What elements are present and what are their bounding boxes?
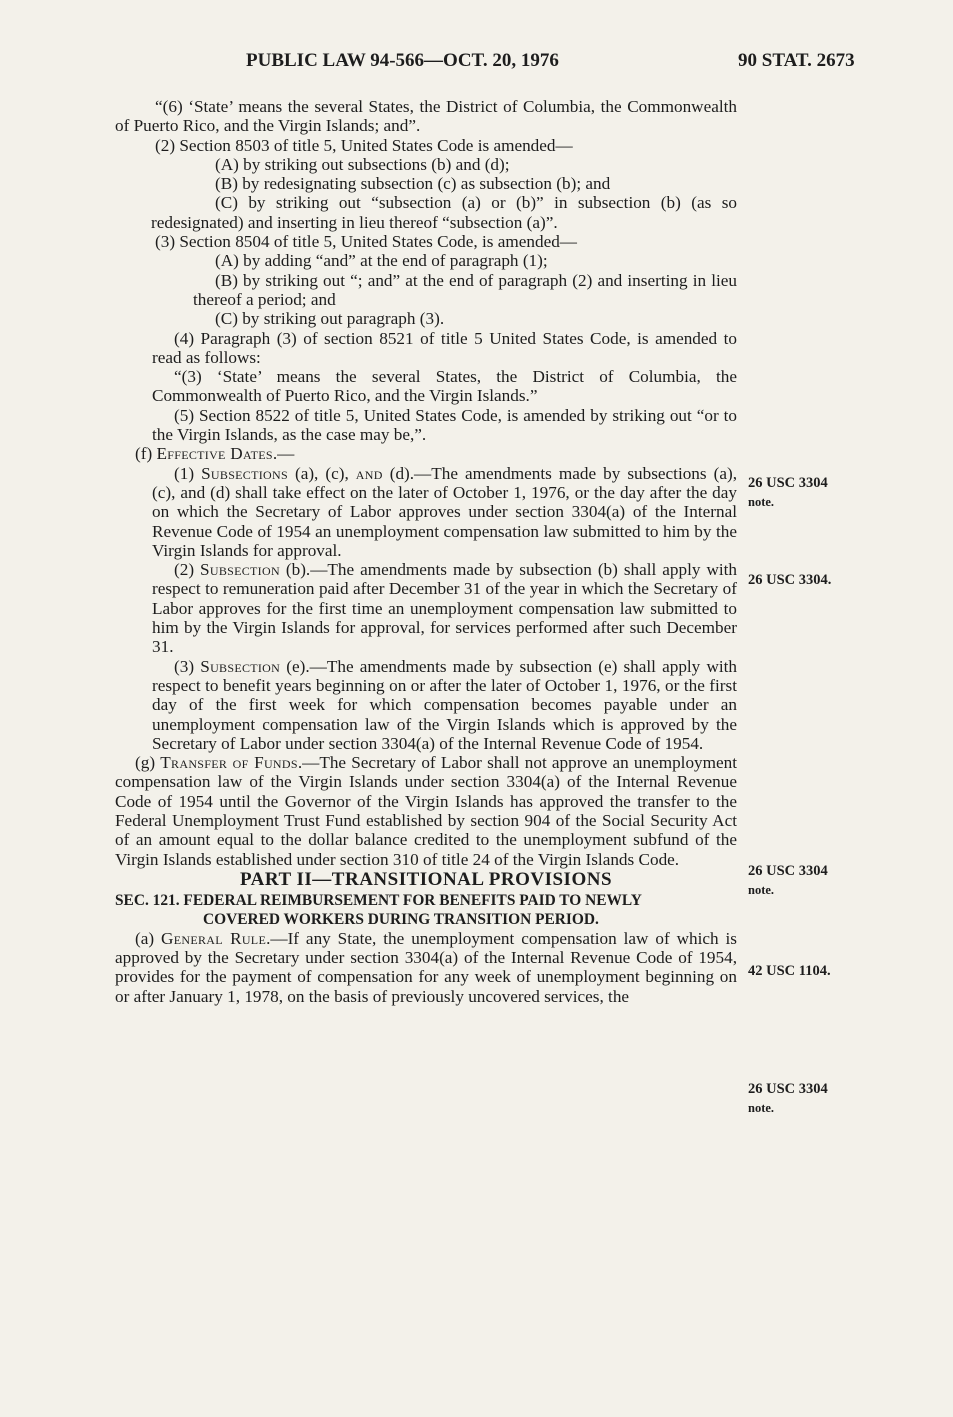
- subsection-f1-text: (d).—The amendments made by subsections (a), (c), and (d) shall take effect on the later of October 1, 1976, or the day after the day on which the Secretary of Labor approves under section 3304(a) of the Internal Revenue Code of 1954 an unemployment compensation law submitted to him by the Virgin Islands for approval.: [152, 463, 737, 560]
- law-citation: PUBLIC LAW 94-566—OCT. 20, 1976: [246, 50, 559, 71]
- margin-note-5-citation: 26 USC 3304: [748, 1081, 828, 1097]
- stat-page-number: 90 STAT. 2673: [738, 50, 855, 71]
- section-121-line1: SEC. 121. FEDERAL REIMBURSEMENT FOR BENEFITS PAID TO NEWLY: [115, 891, 642, 909]
- subsection-g-number: (g): [135, 753, 161, 773]
- subsection-f-title: Effective Dates: [156, 444, 273, 464]
- subsection-f1-number: (1): [174, 463, 202, 483]
- paragraph-2b: (B) by redesignating subsection (c) as subsection (b); and: [215, 174, 611, 194]
- subsection-f-number: (f): [135, 444, 157, 464]
- margin-note-1: [748, 474, 828, 512]
- subsection-f3-title: Subsection: [200, 656, 281, 676]
- paragraph-4: (4) Paragraph (3) of section 8521 of title 5 United States Code, is amended to read as follows:: [152, 328, 737, 367]
- section-121-heading: [115, 891, 737, 929]
- subsection-f1-title: Subsections: [201, 463, 288, 483]
- part-heading: PART II—TRANSITIONAL PROVISIONS: [239, 868, 613, 890]
- subsection-a-title: General Rule: [161, 928, 267, 948]
- subsection-f3: [115, 657, 737, 753]
- subsection-a-number: (a): [135, 928, 162, 948]
- margin-note-1-note: note.: [748, 495, 775, 509]
- margin-note-3-citation: 26 USC 3304: [748, 863, 828, 879]
- margin-note-5: [748, 1080, 828, 1118]
- subsection-f2-title: Subsection: [200, 560, 280, 580]
- margin-note-2: 26 USC 3304.: [748, 572, 832, 588]
- subsection-f-dash: .—: [272, 444, 295, 464]
- subsection-f2-text: (b).—The amendments made by subsection (b) shall apply with respect to remuneration paid after December 31 of the year in which the Secretary of Labor approves for the first time an unemployment compensation law submitted to him by the Virgin Islands for approval, for services performed after such December 31.: [152, 560, 737, 657]
- paragraph-3a: (A) by adding “and” at the end of paragraph (1);: [215, 251, 548, 271]
- page-header: [0, 48, 953, 78]
- margin-note-5-note: note.: [748, 1101, 775, 1115]
- subsection-f3-number: (3): [174, 656, 201, 676]
- paragraph-6-definition: “(6) ‘State’ means the several States, the District of Columbia, the Commonwealth of Puerto Rico, and the Virgin Islands; and”.: [115, 97, 737, 136]
- subsection-a-text: .—If any State, the unemployment compensation law of which is approved by the Secretary under section 3304(a) of the Internal Revenue Code of 1954, provides for the payment of compensation for any week of unemployment beginning on or after January 1, 1978, on the basis of previously uncovered services, the: [115, 928, 737, 1006]
- margin-note-4: 42 USC 1104.: [748, 963, 831, 979]
- subsection-f-heading: [115, 444, 737, 463]
- section-121-line2: COVERED WORKERS DURING TRANSITION PERIOD.: [203, 910, 599, 928]
- subsection-g-text: .—The Secretary of Labor shall not approve an unemployment compensation law of the Virgin Islands under section 3304(a) of the Internal Revenue Code of 1954 until the Governor of the Virgin Islands has approved the transfer to the Federal Unemployment Trust Fund established by section 904 of the Social Security Act of an amount equal to the dollar balance credited to the unemployment subfund of the Virgin Islands established under section 310 of title 24 of the Virgin Islands Code.: [115, 753, 738, 869]
- paragraph-4-quote: “(3) ‘State’ means the several States, the District of Columbia, the Commonwealth of Puerto Rico, and the Virgin Islands.”: [152, 367, 737, 406]
- subsection-f2-number: (2): [174, 560, 201, 580]
- margin-note-3: [748, 862, 828, 900]
- subsection-g-title: Transfer of Funds: [160, 753, 298, 773]
- paragraph-3: (3) Section 8504 of title 5, United States Code, is amended—: [155, 232, 577, 252]
- subsection-f1: [115, 464, 737, 560]
- subsection-a-general-rule: [115, 929, 737, 1006]
- paragraph-2: (2) Section 8503 of title 5, United States Code is amended—: [155, 135, 573, 155]
- subsection-f1-mid: (a), (c),: [287, 463, 356, 483]
- subsection-g: [115, 753, 737, 869]
- paragraph-2a: (A) by striking out subsections (b) and (d);: [215, 154, 510, 174]
- paragraph-3c: (C) by striking out paragraph (3).: [215, 309, 445, 329]
- statute-body: [115, 97, 737, 1006]
- subsection-f1-and: and: [355, 463, 383, 483]
- paragraph-2c: (C) by striking out “subsection (a) or (b)” in subsection (b) (as so redesignated) and inserting in lieu thereof “subsection (a)”.: [151, 193, 737, 232]
- subsection-f3-text: (e).—The amendments made by subsection (e) shall apply with respect to benefit years beginning on or after the later of October 1, 1976, or the first day of the first week for which compensation becomes payable under an unemployment compensation law of the Virgin Islands which is approved by the Secretary of Labor under section 3304(a) of the Internal Revenue Code of 1954.: [152, 656, 737, 753]
- paragraph-5: (5) Section 8522 of title 5, United States Code, is amended by striking out “or to the Virgin Islands, as the case may be,”.: [152, 405, 737, 445]
- subsection-f2: [115, 560, 737, 656]
- paragraph-3b: (B) by striking out “; and” at the end of paragraph (2) and inserting in lieu thereof a period; and: [193, 270, 737, 309]
- margin-note-1-citation: 26 USC 3304: [748, 475, 828, 491]
- margin-note-3-note: note.: [748, 883, 775, 897]
